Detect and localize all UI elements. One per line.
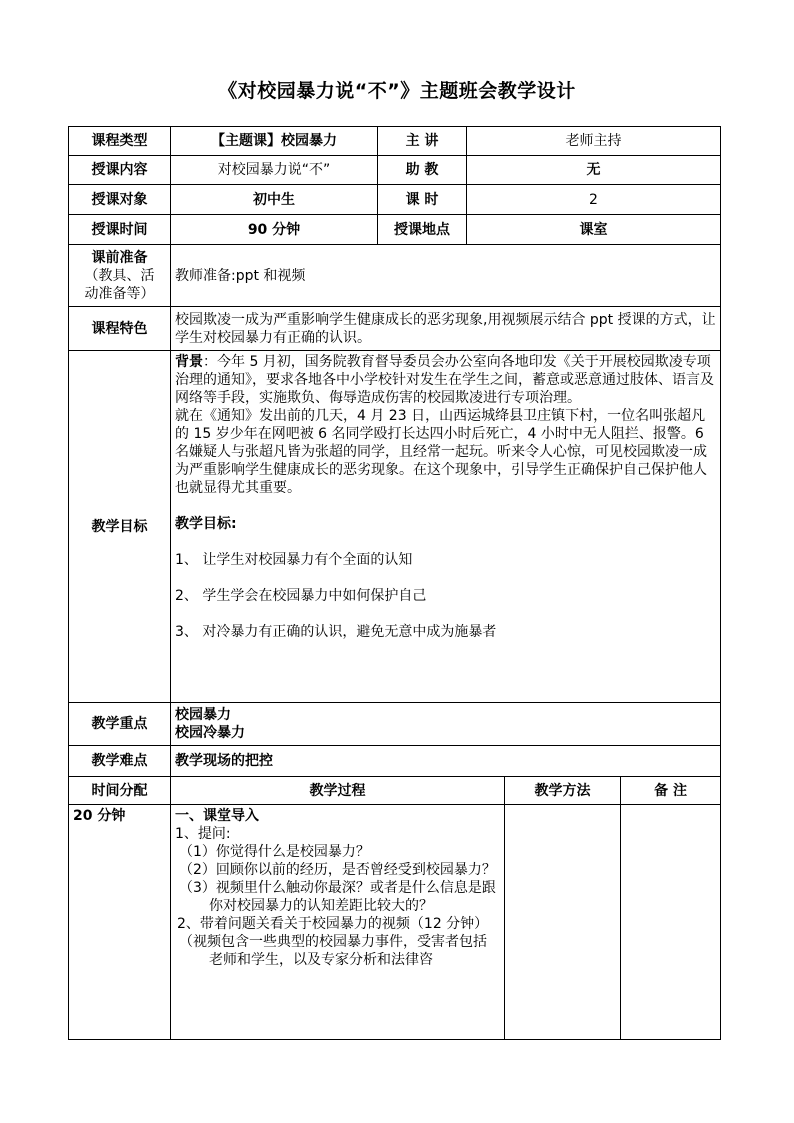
feature-label: 课程特色 [69, 307, 171, 351]
hours-value: 2 [467, 185, 721, 215]
document-title: 《对校园暴力说“不”》主题班会教学设计 [218, 80, 576, 102]
process-time: 20 分钟 [69, 805, 171, 1040]
prep-label-line2: （教具、活 [84, 267, 155, 284]
process-content [171, 805, 505, 1040]
course-type-label: 课程类型 [69, 127, 171, 156]
row-time [69, 215, 721, 245]
prep-value: 教师准备:ppt 和视频 [171, 245, 721, 307]
goal-item-1: 1、 让学生对校园暴力有个全面的认知 [175, 552, 413, 568]
content-label: 授课内容 [69, 156, 171, 185]
background-label: 背景 [175, 354, 203, 370]
method-col-header: 教学方法 [505, 777, 621, 805]
process-note [621, 805, 721, 1040]
note-col-header: 备 注 [621, 777, 721, 805]
key-points-value [171, 703, 721, 746]
process-question-3: （3）视频里什么触动你最深？或者是什么信息是跟你对校园暴力的认知差距比较大的？ [179, 880, 496, 914]
audience-label: 授课对象 [69, 185, 171, 215]
key-point-1: 校园暴力 [175, 707, 231, 723]
time-value: 90 分钟 [171, 215, 378, 245]
lecturer-label: 主 讲 [378, 127, 467, 156]
background-paragraph-2: 就在《通知》发出前的几天，4 月 23 日，山西运城绛县卫庄镇下村，一位名叫张超凡的 15 岁少年在网吧被 6 名同学殴打长达四小时后死亡，4 小时中无人阻拦、报警。6 名嫌疑人与张超凡皆为张超的同学，且经常一起玩。听来令人心惊，可见校园欺凌一成为严重影响学生健康成长的恶劣现象。在这个现象中，引导学生正确保护自己保护他人也就显得尤其重要。 [175, 408, 707, 496]
feature-value: 校园欺凌一成为严重影响学生健康成长的恶劣现象,用视频展示结合 ppt 授课的方式，让学生对校园暴力有正确的认识。 [171, 307, 721, 351]
goals-label: 教学目标 [69, 351, 171, 703]
time-col-header: 时间分配 [69, 777, 171, 805]
assistant-label: 助 教 [378, 156, 467, 185]
key-point-2: 校园冷暴力 [175, 725, 245, 741]
content-value: 对校园暴力说“不” [171, 156, 378, 185]
row-course-type [69, 127, 721, 156]
key-points-label: 教学重点 [69, 703, 171, 746]
row-feature [69, 307, 721, 351]
background-paragraph [175, 353, 716, 407]
prep-label [69, 245, 171, 307]
course-type-value: 【主题课】校园暴力 [171, 127, 378, 156]
process-step-2: 2、带着问题关看关于校园暴力的视频（12 分钟） [177, 916, 489, 932]
prep-label-line1: 课前准备 [91, 249, 148, 266]
row-process-header [69, 777, 721, 805]
difficulty-label: 教学难点 [69, 746, 171, 777]
process-step-1: 1、提问: [175, 826, 231, 842]
process-question-1: （1）你觉得什么是校园暴力？ [179, 844, 370, 860]
process-col-header: 教学过程 [171, 777, 505, 805]
row-goals [69, 351, 721, 703]
time-label: 授课时间 [69, 215, 171, 245]
audience-value: 初中生 [171, 185, 378, 215]
lesson-plan-table [68, 126, 721, 1040]
process-video-note: （视频包含一些典型的校园暴力事件，受害者包括老师和学生，以及专家分析和法律咨 [179, 934, 487, 968]
background-text: ：今年 5 月初，国务院教育督导委员会办公室向各地印发《关于开展校园欺凌专项治理的通知》，要求各地各中小学校针对发生在学生之间，蓄意或恶意通过肢体、语言及网络等手段，实施欺负、侮辱造成伤害的校园欺凌进行专项治理。 [175, 354, 714, 406]
row-process-1 [69, 805, 721, 1040]
goal-item-3: 3、 对冷暴力有正确的认识，避免无意中成为施暴者 [175, 624, 497, 640]
row-audience [69, 185, 721, 215]
location-label: 授课地点 [378, 215, 467, 245]
process-section-title: 一、课堂导入 [175, 808, 259, 824]
row-prep [69, 245, 721, 307]
row-difficulty [69, 746, 721, 777]
goal-item-2: 2、 学生学会在校园暴力中如何保护自己 [175, 588, 427, 604]
lecturer-value: 老师主持 [467, 127, 721, 156]
hours-label: 课 时 [378, 185, 467, 215]
prep-label-line3: 动准备等） [84, 285, 155, 302]
goals-content [171, 351, 721, 703]
row-key-points [69, 703, 721, 746]
process-question-2: （2）回顾你以前的经历，是否曾经受到校园暴力？ [179, 862, 496, 878]
process-method [505, 805, 621, 1040]
location-value: 课室 [467, 215, 721, 245]
goals-heading: 教学目标: [175, 516, 237, 532]
difficulty-value: 教学现场的把控 [171, 746, 721, 777]
assistant-value: 无 [467, 156, 721, 185]
row-content [69, 156, 721, 185]
